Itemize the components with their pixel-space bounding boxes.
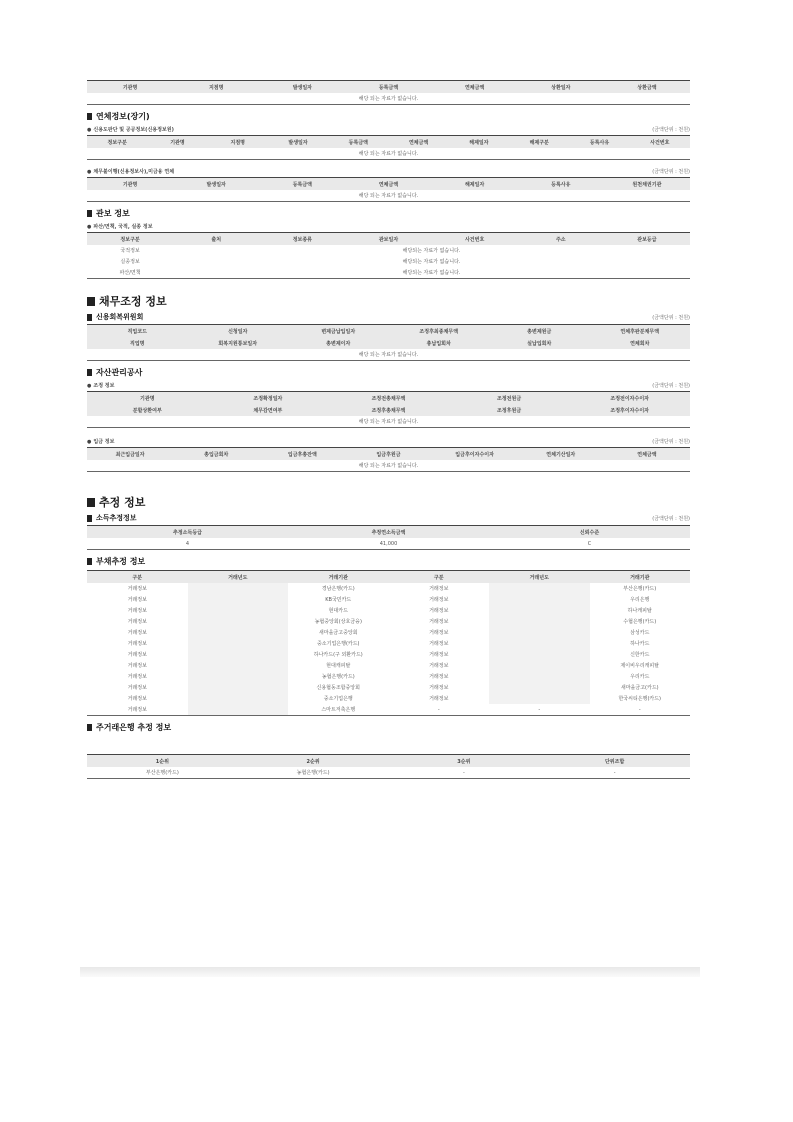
table-row: 거래정보 농협은행(카드) 거래정보 우리카드 <box>87 671 690 682</box>
sub-title: ● 신용도판단 및 공공정보(신용정보원) <box>87 126 174 133</box>
delinquency-table-2: 기관명 발생일자 등록금액 연체금액 해제일자 등록사유 원천채권기관 해당 되는 자료가 없습니다. <box>87 177 690 202</box>
sub-title: ● 파산/면책, 국적, 실종 정보 <box>87 223 153 230</box>
ccrs-table: 직업코드 신청일자 변제금납입일자 조정후최종채무액 총변제원금 연체후완분채무액 직업명 회복지원통보일자 총변제이자 총납입회차 실납입회차 연체회차 해당 되는 자료가 없습니다. <box>87 324 690 361</box>
table-row: 부산은행(카드) 농협은행(카드) - - <box>87 767 690 779</box>
table-row: 거래정보 KB국민카드 거래정보 우리은행 <box>87 594 690 605</box>
section-title-debt-estimate: 부채추정 정보 <box>87 556 690 567</box>
sub-section-title: 신용회복위원회 <box>96 313 144 321</box>
empty-message: 해당 되는 자료가 없습니다. <box>87 93 690 105</box>
gwanbo-table: 정보구분 출처 정보종류 관보일자 사건번호 주소 관보등급 국적정보 해당되는 자료가 없습니다. 실종정보 해당되는 자료가 없습니다. 파산/면책 해당되는 자료가 없습니다. <box>87 232 690 279</box>
kamco-adjust-table: 기관명 조정확정일자 조정전총채무액 조정전원금 조정전이자수이자 분할상환여부 채무감면여부 조정후총채무액 조정후원금 조정후이자수이자 해당 되는 자료가 없습니다. <box>87 391 690 428</box>
empty-message: 해당 되는 자료가 없습니다. <box>87 190 690 202</box>
square-bullet-icon <box>87 210 92 217</box>
top-table <box>87 80 690 105</box>
col-header: 발생일자 <box>259 81 345 94</box>
table-row: 4 41,000 C <box>87 538 690 550</box>
kamco-deposit-table: 최근입금일자 총입금회차 입금후총잔액 입금후원금 입금후이자수이자 연체기산일자 연체금액 해당 되는 자료가 없습니다. <box>87 447 690 472</box>
table-row: 거래정보 현대카드 거래정보 하나캐피탈 <box>87 605 690 616</box>
unit-label: (금액단위 : 천원) <box>652 127 690 133</box>
debt-estimate-table: 구분 거래년도 거래기관 구분 거래년도 거래기관 거래정보 경남은행(카드) 거래정보 부산은행(카드) 거래정보 KB국민카드 거래정보 우리은행 거래정보 현대카드 거래정보 하나캐피탈 거래정보 농협중앙회(상호금융) 거래정보 수협은행(카드) 거래정보 새마을금고중앙회 거래정보 삼성카드 거래정보 중소기업은행(카드) 거래정보 하나카드 거래정보 하나카드(구 외환카드) 거래정보 신한카드 거래정보 현대캐피탈 거래정보 제이비우리캐피탈 거래정보 농협은행(카드) 거래정보 우리카드 거래정보 신용협동조합중앙회 거래정보 새마을금고(카드) 거래정보 중소기업은행 거래정보 한국씨티은행(카드) 거래정보 스마트저축은행 - - - <box>87 570 690 716</box>
section-title-delinquency: 연체정보(장기) <box>87 111 690 122</box>
col-header: 연체금액 <box>432 81 518 94</box>
delinquency-table-1: 정보구분 기관명 지점명 발생일자 등록금액 연체금액 해제일자 해제구분 등록사유 사건번호 해당 되는 자료가 없습니다. <box>87 135 690 160</box>
main-bank-table: 1순위 2순위 3순위 단위조합 부산은행(카드) 농협은행(카드) - - <box>87 754 690 779</box>
table-row: 거래정보 현대캐피탈 거래정보 제이비우리캐피탈 <box>87 660 690 671</box>
table-row: 실종정보 해당되는 자료가 없습니다. <box>120 259 461 265</box>
table-row: 거래정보 스마트저축은행 - - - <box>87 704 690 716</box>
table-row: 거래정보 하나카드(구 외환카드) 거래정보 신한카드 <box>87 649 690 660</box>
square-bullet-icon <box>87 297 95 306</box>
table-row: 국적정보 해당되는 자료가 없습니다. <box>120 248 461 254</box>
table-row: 거래정보 새마을금고중앙회 거래정보 삼성카드 <box>87 627 690 638</box>
table-row: 거래정보 농협중앙회(상호금융) 거래정보 수협은행(카드) <box>87 616 690 627</box>
col-header: 기관명 <box>87 81 173 94</box>
sub-title: ● 채무불이행(신용정보사),미금융 연체 <box>87 168 174 175</box>
table-row: 거래정보 신용협동조합중앙회 거래정보 새마을금고(카드) <box>87 682 690 693</box>
section-title-debt-adjust: 채무조정 정보 <box>87 293 690 309</box>
col-header: 지점명 <box>173 81 259 94</box>
square-bullet-icon <box>87 113 92 120</box>
section-title-estimate: 추정 정보 <box>87 494 690 510</box>
section-title-gwanbo: 관보 정보 <box>87 208 690 219</box>
col-header: 등록금액 <box>345 81 431 94</box>
col-header: 상환금액 <box>604 81 690 94</box>
table-row: 거래정보 중소기업은행 거래정보 한국씨티은행(카드) <box>87 693 690 704</box>
table-row: 거래정보 경남은행(카드) 거래정보 부산은행(카드) <box>87 583 690 594</box>
credit-report-page: 기관명 지점명 발생일자 등록금액 연체금액 상환일자 상환금액 해당 되는 자료가 없습니다. 연체정보(장기) ● 신용도판단 및 공공정보(신용정보원) (금액단위 : 천원) 정보구분 기관명 지점명 발생일자 등록금액 연체금액 해제일자 해제구분 등록사유 사건번호 해당 되는 자료가 없습니다. ● 채무불이행(신용정보사),미금융 연체 (금액단위 : 천원) 기관명 발생일자 등록금액 연체금액 해제일자 등록사유 원천채권기관 해당 되는 자료가 없습니다. 관보 정보 ● 파산/면책, 국적, 실종 정보 정보구분 출처 정보종류 관보일자 사건번호 주소 관보등급 국적정보 해당되는 자료가 없습니다. 실종정보 해당되는 자료가 없습니다. 파산/면책 해당되는 자료가 없습니다. 채무조정 정보 신용회복위원회 (금액단위 : 천원) 직업코드 신청일자 변제금납입일자 조정후최종채무액 총변제원금 연체후완분채무액 직업명 회복지원통보일자 총변제이자 총납입회차 실납입회차 연체회차 해당 되는 자료가 없습니다. 자산관리공사 ● 조정 정보 (금액단위 : 천원) 기관명 조정확정일자 조정전총채무액 조정전원금 조정전이자수이자 분할상환여부 채무감면여부 조정후총채무액 조정후원금 조정후이자수이자 해당 되는 자료가 없습니다. ● 입금 정보 (금액단위 : 천원) 최근입금일자 총입금회차 입금후총잔액 입금후원금 입금후이자수이자 연체기산일자 연체금액 해당 되는 자료가 없습니다. 추정 정보 소득추정정보 (금액단위 : 천원) 추정소득등급 추정연소득금액 신뢰수준 4 41,000 C 부채추정 정보 구분 거래년도 거래기관 구분 거래년도 거래기관 거래정보 경남은행(카드) 거래정보 부산은행(카드) 거래정보 KB국민카드 거래정보 우리은행 거래정보 현대카드 거래정보 하나캐피탈 거래정보 농협중앙회(상호금융) 거래정보 수협은행(카드) 거래정보 새마을금고중앙회 거래정보 삼성카드 거래정보 중소기업은행(카드) 거래정보 하나카드 거래정보 하나카드(구 외환카드) 거래정보 신한카드 거래정보 현대캐피탈 거래정보 제이비우리캐피탈 거래정보 농협은행(카드) 거래정보 우리카드 거래정보 신용협동조합중앙회 거래정보 새마을금고(카드) 거래정보 중소기업은행 거래정보 한국씨티은행(카드) 거래정보 스마트저축은행 - - - 주거래은행 추정 정보 1순위 2순위 3순위 단위조합 부산은행(카드) 농협은행(카드) - - <box>87 80 690 779</box>
table-row: 파산/면책 해당되는 자료가 없습니다. <box>87 267 690 279</box>
col-header: 상환일자 <box>518 81 604 94</box>
income-estimate-table: 추정소득등급 추정연소득금액 신뢰수준 4 41,000 C <box>87 525 690 550</box>
table-row: 거래정보 중소기업은행(카드) 거래정보 하나카드 <box>87 638 690 649</box>
page-break-shadow <box>80 967 700 977</box>
unit-label: (금액단위 : 천원) <box>652 169 690 175</box>
section-title-main-bank: 주거래은행 추정 정보 <box>87 722 690 733</box>
empty-message: 해당 되는 자료가 없습니다. <box>87 148 690 160</box>
section-title-kamco: 자산관리공사 <box>87 367 690 378</box>
